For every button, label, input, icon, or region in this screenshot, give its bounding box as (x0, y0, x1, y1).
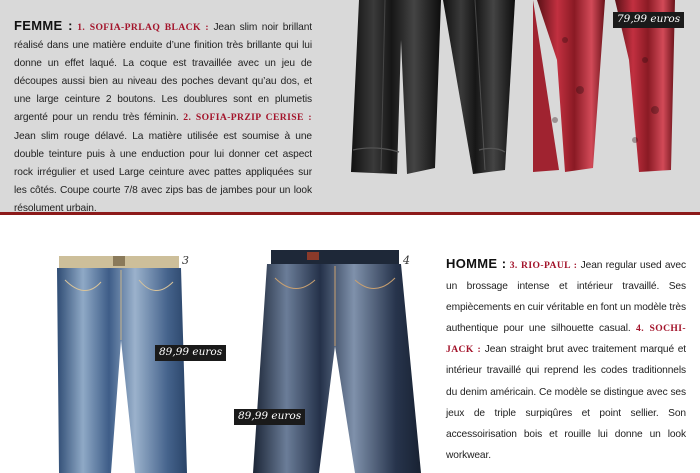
item2-description: Jean slim rouge délavé. La matière utilisée est soumise à une double teinture puis à une enduction pour lui donner cet aspect rock irrégulier et used Large ceinture avec pattes appliquées sur les côtés. Coupe courte 7/8 avec zips bas de jambes pour un look résolument urbain. (14, 130, 312, 214)
item4-description: Jean straight brut avec traitement marqué et intérieur travaillé qui reprend les codes traditionnels du denim américain. Ce modèle se distingue avec ses jeux de triple surpiqûres et point sellier. Son accessoirisation bois et rouille lui donne un look workwear. (446, 344, 686, 461)
jeans-3-price-tag: 89,99 euros (155, 345, 226, 361)
item-number-4: 4 (403, 254, 410, 267)
item3-reference: 3. RIO-PAUL : (509, 260, 578, 271)
homme-label: HOMME : (446, 256, 507, 271)
femme-label: FEMME : (14, 18, 73, 33)
item1-reference: 1. SOFIA-PRLAQ BLACK : (77, 22, 209, 33)
item4-reference: 4. SOCHI-JACK : (446, 323, 687, 356)
item2-reference: 2. SOFIA-PRZIP CERISE : (183, 112, 312, 124)
mens-description (446, 253, 686, 466)
item-number-3: 3 (182, 254, 189, 267)
jeans-4-image (245, 246, 425, 473)
womens-description (14, 17, 312, 218)
womens-price-tag: 79,99 euros (613, 12, 684, 28)
jeans-4-price-tag: 89,99 euros (234, 409, 305, 425)
jeans-3-image (55, 250, 225, 473)
item1-description: Jean slim noir brillant réalisé dans une matière enduite d’une finition très brillante qui lui donne un effet laqué. La coque est travaillée avec un jeu de découpes aussi bien au niveau des poches devant qu’au dos, et une large ceinture 2 boutons. Les doublures sont en plumetis argenté pour un rendu très féminin. (14, 22, 313, 124)
black-jeans-image (345, 0, 525, 178)
item3-description: Jean regular used avec un brossage intense et intérieur travaillé. Ses empiècements en cuir véritable en font un modèle très authentique pour une silhouette casual. (446, 260, 686, 335)
